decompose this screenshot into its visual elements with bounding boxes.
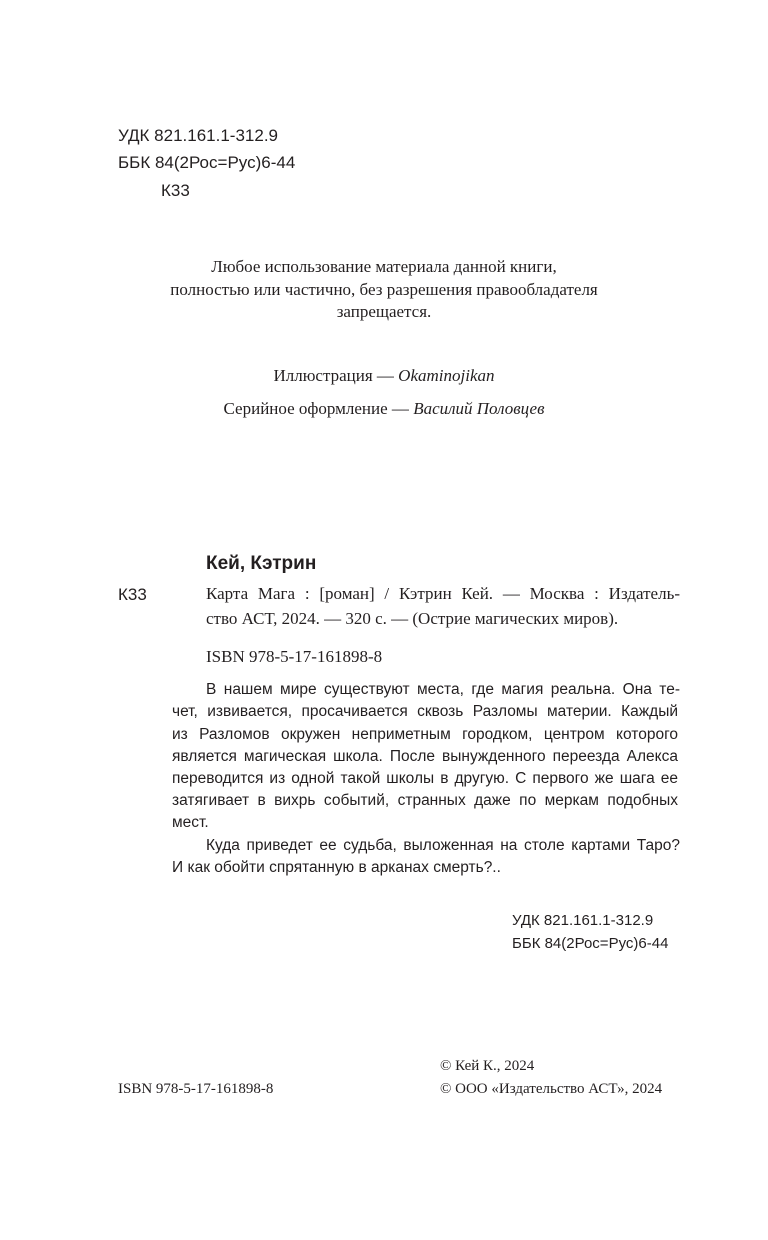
bbk-code-top: ББК 84(2Рос=Рус)6-44	[118, 153, 296, 172]
rights-notice-line: запрещается.	[336, 302, 432, 321]
annotation-line: переводится из одной такой школы в другую. С первого же шага ее	[172, 770, 678, 787]
illustrator-name: Okaminojikan	[398, 366, 495, 385]
illustration-credit	[0, 366, 768, 386]
series-design-label: Серийное оформление —	[223, 399, 409, 418]
udk-code-top: УДК 821.161.1-312.9	[118, 126, 279, 145]
annotation-line: Куда приведет ее судьба, выложенная на столе картами Таро?	[206, 837, 680, 854]
rights-notice-line: Любое использование материала данной книги,	[211, 257, 557, 276]
copyright-publisher: © ООО «Издательство АСТ», 2024	[440, 1081, 663, 1097]
catalog-description-line: Карта Мага : [роман] / Кэтрин Кей. — Москва : Издатель-	[206, 584, 680, 603]
annotation-line: мест.	[172, 814, 209, 831]
illustration-label: Иллюстрация —	[273, 366, 394, 385]
annotation-line: из Разломов окружен неприметным городком, центром которого	[172, 726, 678, 743]
bbk-code-bottom: ББК 84(2Рос=Рус)6-44	[512, 935, 669, 952]
catalog-isbn: ISBN 978-5-17-161898-8	[206, 647, 383, 666]
annotation-line: является магическая школа. После вынужденного переезда Алекса	[172, 748, 678, 765]
rights-notice-line: полностью или частично, без разрешения правообладателя	[170, 280, 598, 299]
author-mark-top: К33	[161, 181, 190, 200]
annotation-line: В нашем мире существуют места, где магия реальна. Она те-	[206, 681, 680, 698]
isbn-bottom: ISBN 978-5-17-161898-8	[118, 1081, 274, 1097]
copyright-author: © Кей К., 2024	[440, 1058, 535, 1074]
series-designer-name: Василий Половцев	[413, 399, 545, 418]
catalog-description-line: ство АСТ, 2024. — 320 с. — (Острие магических миров).	[206, 609, 619, 628]
annotation-line: чет, извивается, просачивается сквозь Разломы материи. Каждый	[172, 703, 678, 720]
udk-code-bottom: УДК 821.161.1-312.9	[512, 912, 654, 929]
catalog-author-mark: К33	[118, 585, 147, 604]
catalog-author: Кей, Кэтрин	[206, 553, 317, 574]
annotation-line: И как обойти спрятанную в арканах смерть?..	[172, 859, 501, 876]
series-design-credit	[0, 399, 768, 419]
annotation-line: затягивает в вихрь событий, странных даже по меркам подобных	[172, 792, 678, 809]
